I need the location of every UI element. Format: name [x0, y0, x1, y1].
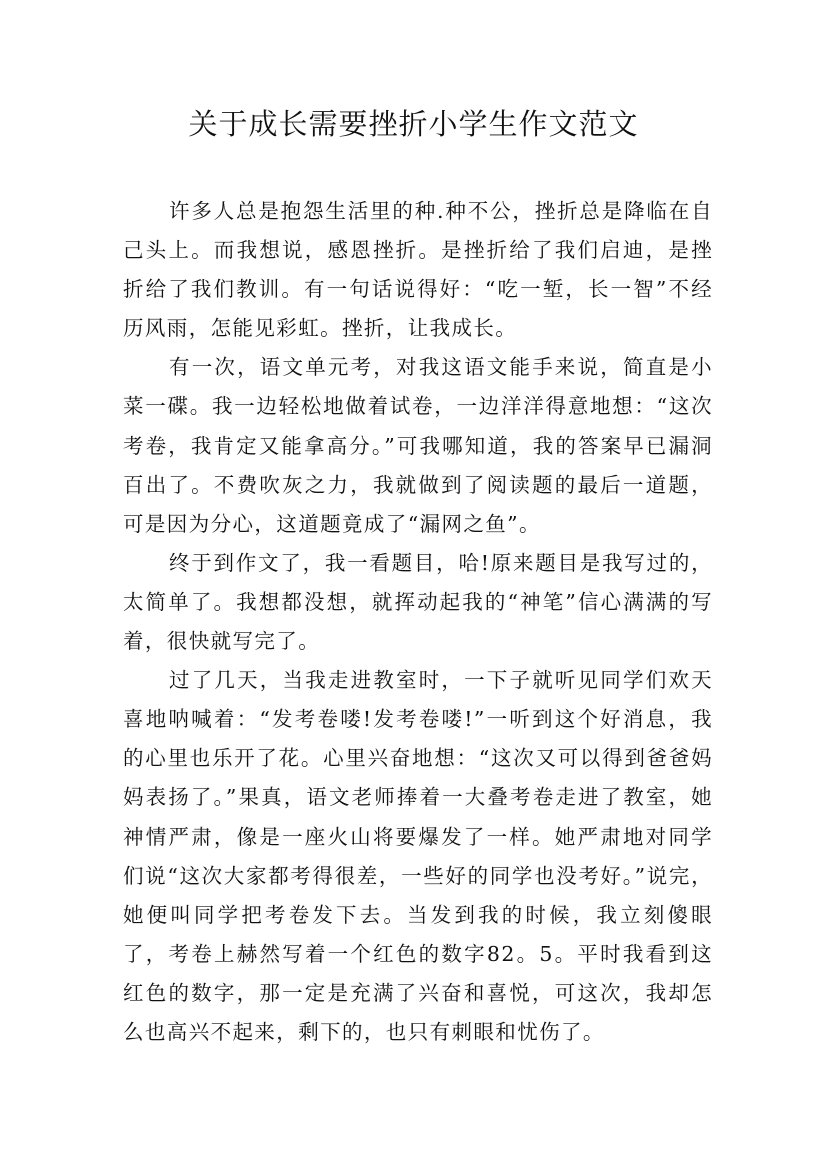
paragraph-4: 过了几天，当我走进教室时，一下子就听见同学们欢天喜地呐喊着：“发考卷喽!发考卷喽!”一听到这个好消息，我的心里也乐开了花。心里兴奋地想：“这次又可以得到爸爸妈妈表扬了。”果真，语文老师捧着一大叠考卷走进了教室，她神情严肃，像是一座火山将要爆发了一样。她严肃地对同学们说“这次大家都考得很差，一些好的同学也没考好。”说完，她便叫同学把考卷发下去。当发到我的时候，我立刻傻眼了，考卷上赫然写着一个红色的数字82。5。平时我看到这红色的数字，那一定是充满了兴奋和喜悦，可这次，我却怎么也高兴不起来，剩下的，也只有刺眼和忧伤了。: [123, 668, 713, 1044]
paragraph-3: 终于到作文了，我一看题目，哈!原来题目是我写过的，太简单了。我想都没想，就挥动起我的“神笔”信心满满的写着，很快就写完了。: [123, 550, 713, 654]
document-body: [123, 192, 713, 1052]
paragraph-1: 许多人总是抱怨生活里的种.种不公，挫折总是降临在自己头上。而我想说，感恩挫折。是挫折给了我们启迪，是挫折给了我们教训。有一句话说得好：“吃一堑，长一智”不经历风雨，怎能见彩虹。挫折，让我成长。: [123, 199, 713, 341]
paragraph-2: 有一次，语文单元考，对我这语文能手来说，简直是小菜一碟。我一边轻松地做着试卷，一边洋洋得意地想：“这次考卷，我肯定又能拿高分。”可我哪知道，我的答案早已漏洞百出了。不费吹灰之力，我就做到了阅读题的最后一道题，可是因为分心，这道题竟成了“漏网之鱼”。: [123, 355, 713, 536]
document-title: 关于成长需要挫折小学生作文范文: [188, 107, 639, 141]
